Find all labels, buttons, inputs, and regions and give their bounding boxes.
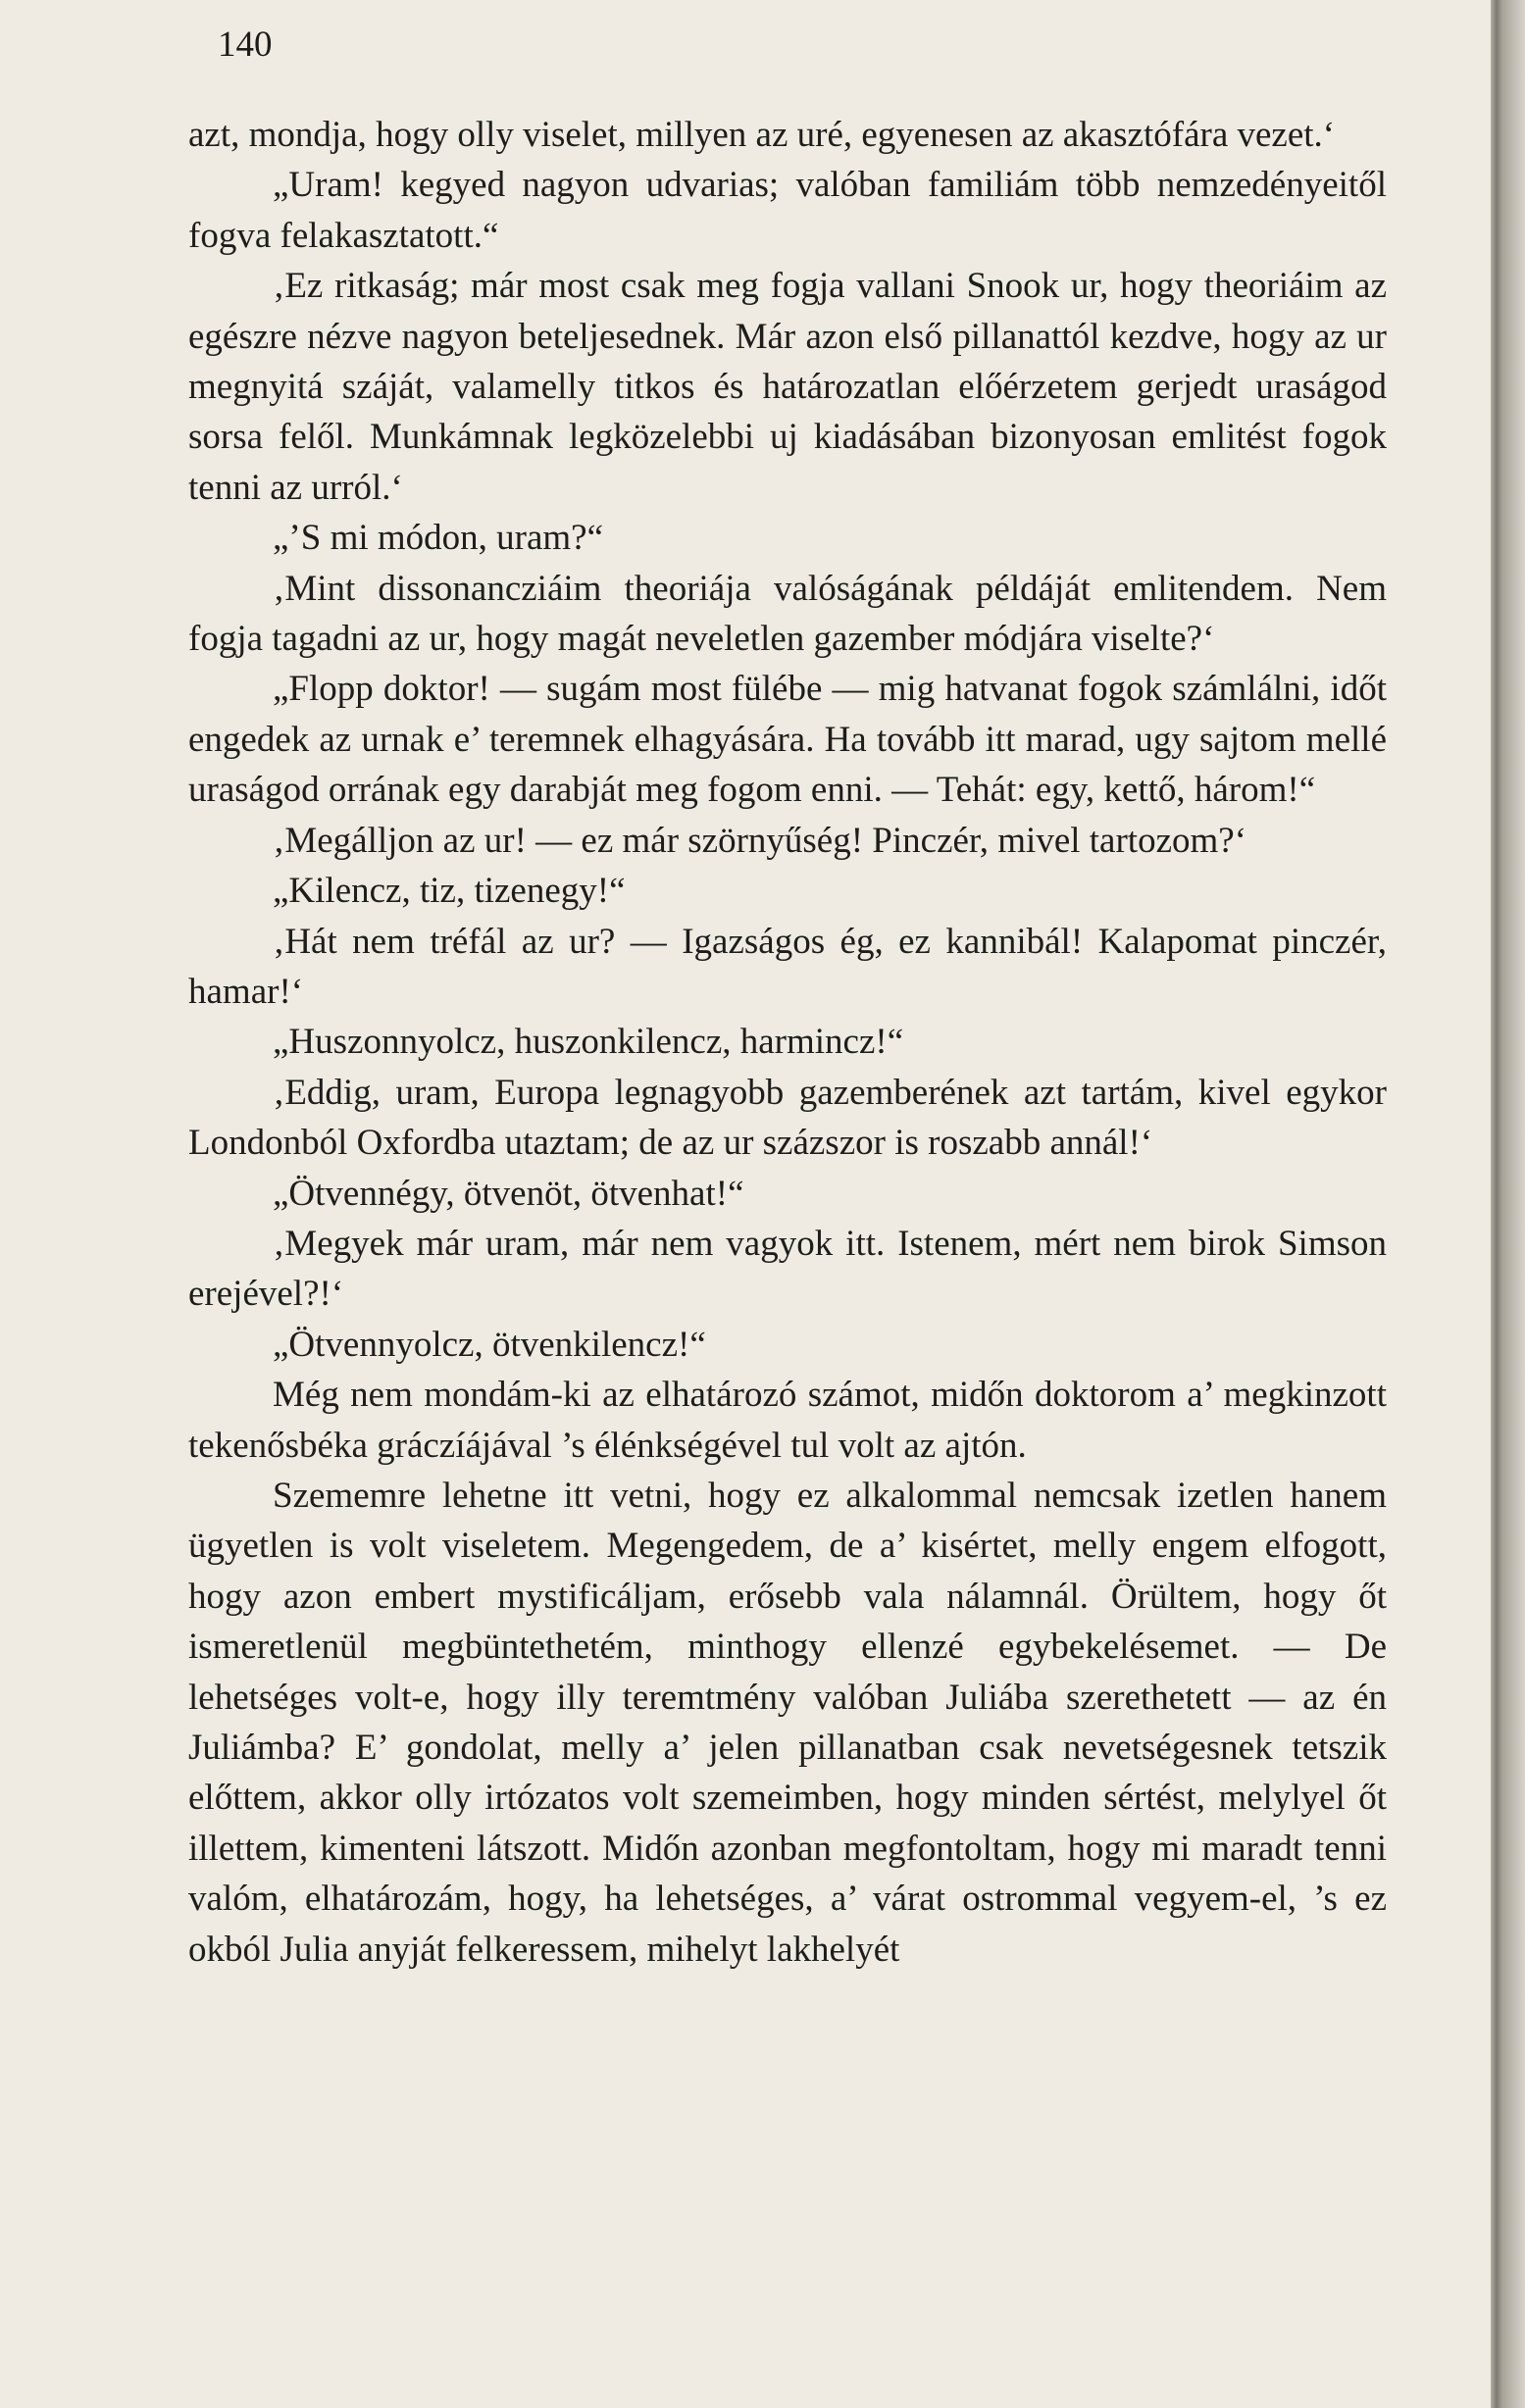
paragraph: ‚Mint dissonancziáim theoriája valóságának példáját emlitendem. Nem fogja tagadni az ur, hogy magát neveletlen gazember módjára viselte?‘ bbox=[188, 568, 1387, 660]
paragraph: „Kilencz, tiz, tizenegy!“ bbox=[273, 871, 626, 912]
paragraph: Még nem mondám-ki az elhatározó számot, midőn doktorom a’ megkinzott tekenősbéka gráczíájával ’s élénkségével tul volt az ajtón. bbox=[188, 1375, 1387, 1466]
paragraph: ‚Eddig, uram, Europa legnagyobb gazemberének azt tartám, kivel egykor Londonból Oxfordba utaztam; de az ur százszor is roszabb annál!‘ bbox=[188, 1072, 1387, 1164]
paragraph: „Ötvennyolcz, ötvenkilencz!“ bbox=[273, 1324, 706, 1365]
paragraph: ‚Ez ritkaság; már most csak meg fogja vallani Snook ur, hogy theoriáim az egészre nézve nagyon beteljesednek. Már azon első pillanattól kezdve, hogy az ur megnyitá száját, valamelly titkos és határozatlan előérzetem gerjedt uraságod sorsa felől. Munkámnak legközelebbi uj kiadásában bizonyosan emlitést fogok tenni az urról.‘ bbox=[188, 266, 1387, 508]
paragraph: azt, mondja, hogy olly viselet, millyen az uré, egyenesen az akasztófára vezet.‘ bbox=[188, 115, 1336, 155]
paragraph: Szememre lehetne itt vetni, hogy ez alkalommal nemcsak izetlen hanem ügyetlen is volt viseletem. Megengedem, de a’ kisértet, melly engem elfogott, hogy azon embert mystificáljam, erősebb vala nálamnál. Örültem, hogy őt ismeretlenül megbüntethetém, minthogy ellenzé egybekelésemet. — De lehetséges volt-e, hogy illy teremtmény valóban Juliába szerethetett — az én Juliámba? E’ gondolat, melly a’ jelen pillanatban csak nevetségesnek tetszik előttem, akkor olly irtózatos volt szemeimben, hogy minden sértést, melylyel őt illettem, kimenteni látszott. Midőn azonban megfontoltam, hogy mi maradt tenni valóm, elhatározám, hogy, ha lehetséges, a’ várat ostrommal vegyem-el, ’s ez okból Julia anyját felkeressem, mihelyt lakhelyét bbox=[188, 1475, 1387, 1970]
paragraph: ‚Hát nem tréfál az ur? — Igazságos ég, ez kannibál! Kalapomat pinczér, hamar!‘ bbox=[188, 921, 1387, 1012]
paragraph: ‚Megálljon az ur! — ez már szörnyűség! Pinczér, mivel tartozom?‘ bbox=[273, 820, 1247, 861]
page-number: 140 bbox=[218, 25, 273, 65]
paragraph: ‚Megyek már uram, már nem vagyok itt. Istenem, mért nem birok Simson erejével?!‘ bbox=[188, 1223, 1387, 1315]
body-text bbox=[188, 110, 1387, 1975]
paragraph: „Ötvennégy, ötvenöt, ötvenhat!“ bbox=[273, 1173, 744, 1214]
paragraph: „Uram! kegyed nagyon udvarias; valóban familiám több nemzedényeitől fogva felakasztatott.“ bbox=[188, 165, 1387, 256]
paragraph: „’S mi módon, uram?“ bbox=[273, 518, 604, 559]
paragraph: „Flopp doktor! — sugám most fülébe — mig hatvanat fogok számlálni, időt engedek az urnak e’ teremnek elhagyására. Ha tovább itt marad, ugy sajtom mellé uraságod orrának egy darabját meg fogom enni. — Tehát: egy, kettő, három!“ bbox=[188, 669, 1387, 811]
paragraph: „Huszonnyolcz, huszonkilencz, harmincz!“ bbox=[273, 1022, 904, 1063]
page-edge bbox=[1491, 0, 1525, 2408]
